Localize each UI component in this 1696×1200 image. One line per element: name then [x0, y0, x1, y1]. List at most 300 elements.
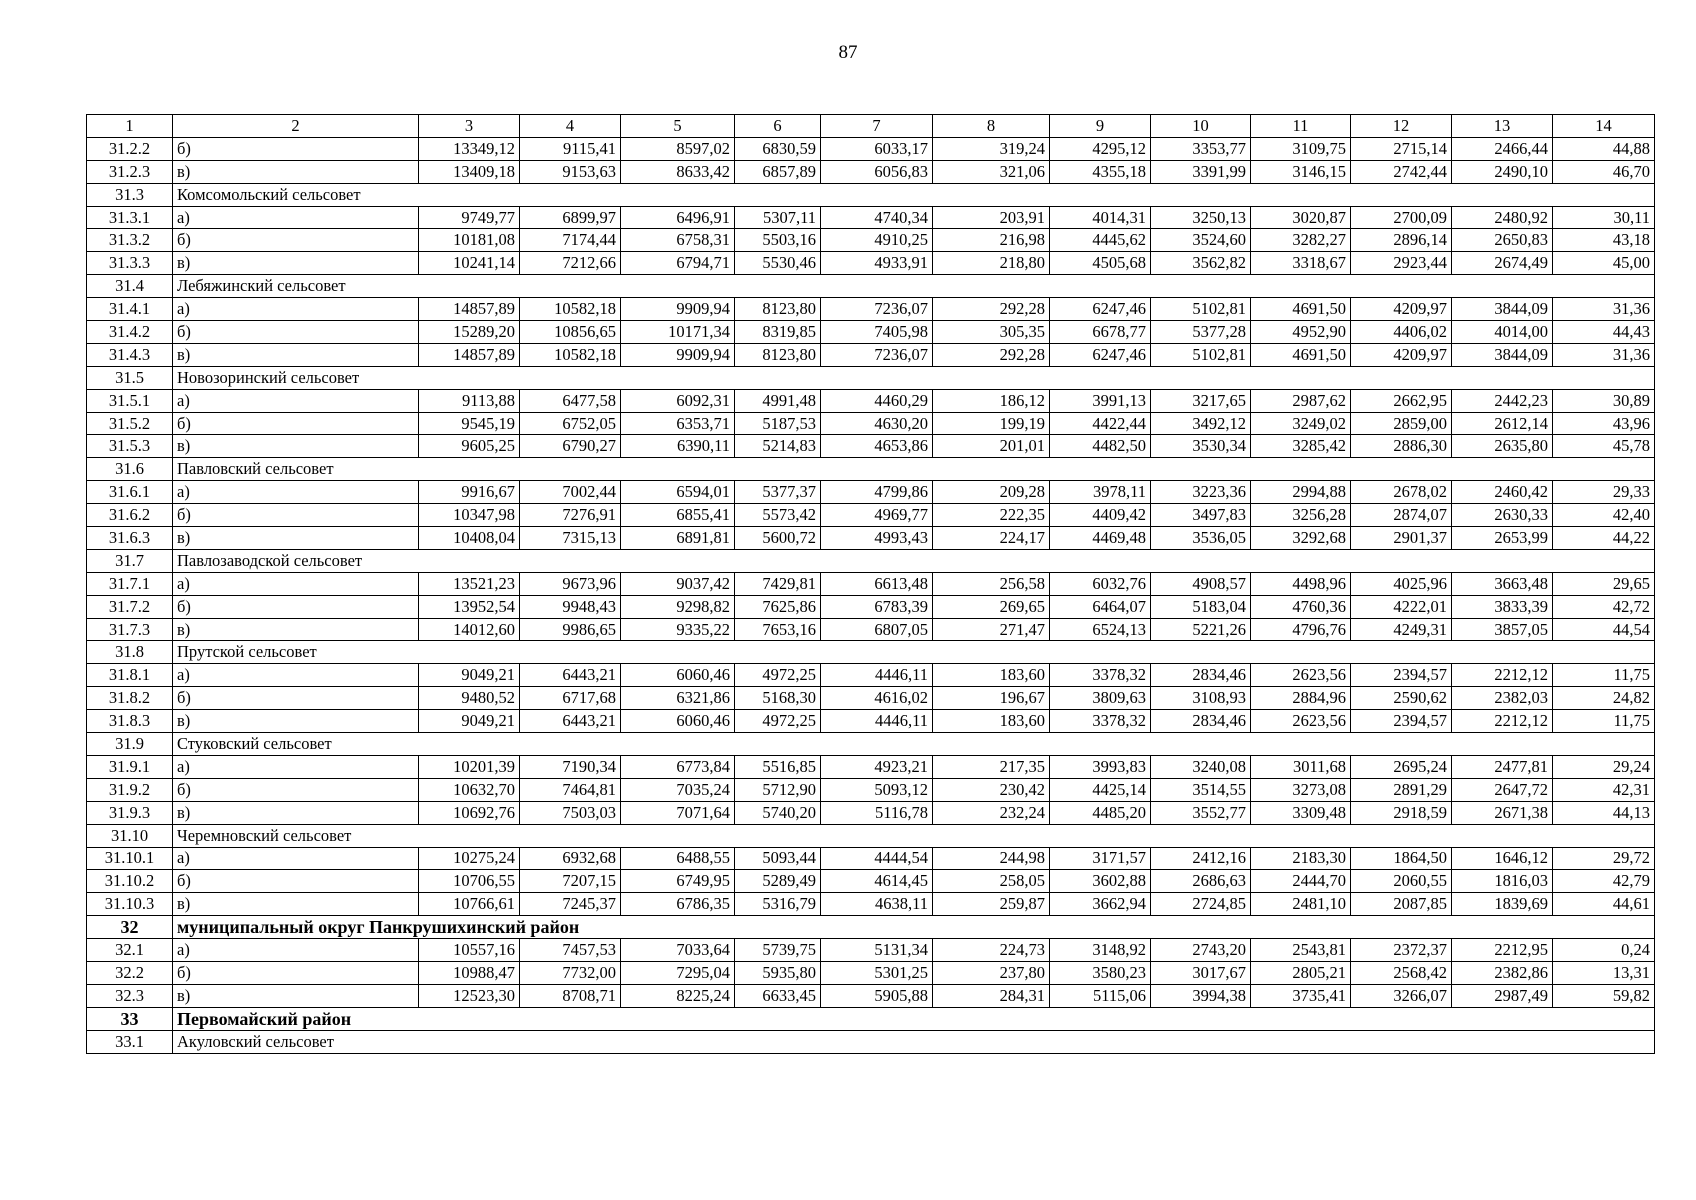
table-cell: 2742,44: [1351, 160, 1452, 183]
table-cell: 4760,36: [1251, 595, 1351, 618]
table-cell: 42,31: [1553, 778, 1655, 801]
table-cell: 9916,67: [419, 481, 520, 504]
table-cell: 2183,30: [1251, 847, 1351, 870]
table-cell: 6807,05: [821, 618, 933, 641]
table-cell: 3844,09: [1452, 298, 1553, 321]
table-cell: 2382,03: [1452, 687, 1553, 710]
row-label: б): [173, 870, 419, 893]
table-cell: 29,72: [1553, 847, 1655, 870]
table-cell: 5573,42: [735, 504, 821, 527]
table-cell: 3844,09: [1452, 343, 1553, 366]
row-id: 32: [87, 916, 173, 939]
column-header: 5: [621, 115, 735, 138]
table-cell: 3994,38: [1151, 984, 1251, 1007]
table-cell: 203,91: [933, 206, 1050, 229]
table-cell: 6464,07: [1050, 595, 1151, 618]
table-cell: 3148,92: [1050, 939, 1151, 962]
table-cell: 3993,83: [1050, 755, 1151, 778]
table-cell: 44,43: [1553, 321, 1655, 344]
table-row: [87, 939, 1655, 962]
table-cell: 9986,65: [520, 618, 621, 641]
district-row: [87, 916, 1655, 939]
table-cell: 44,13: [1553, 801, 1655, 824]
column-header: 14: [1553, 115, 1655, 138]
column-header: 8: [933, 115, 1050, 138]
table-row: [87, 229, 1655, 252]
table-cell: 2884,96: [1251, 687, 1351, 710]
table-cell: 43,96: [1553, 412, 1655, 435]
row-label: в): [173, 710, 419, 733]
table-cell: 9335,22: [621, 618, 735, 641]
table-cell: 199,19: [933, 412, 1050, 435]
row-id: 31.2.2: [87, 137, 173, 160]
table-cell: 43,18: [1553, 229, 1655, 252]
table-cell: 7457,53: [520, 939, 621, 962]
table-cell: 1839,69: [1452, 893, 1553, 916]
table-cell: 3378,32: [1050, 664, 1151, 687]
table-cell: 6899,97: [520, 206, 621, 229]
table-cell: 2923,44: [1351, 252, 1452, 275]
table-cell: 2543,81: [1251, 939, 1351, 962]
table-cell: 5600,72: [735, 527, 821, 550]
table-cell: 5316,79: [735, 893, 821, 916]
row-label: в): [173, 893, 419, 916]
table-cell: 10408,04: [419, 527, 520, 550]
table-cell: 6855,41: [621, 504, 735, 527]
row-label: а): [173, 664, 419, 687]
table-row: [87, 435, 1655, 458]
row-id: 31.9.3: [87, 801, 173, 824]
table-cell: 2630,33: [1452, 504, 1553, 527]
table-cell: 2212,12: [1452, 664, 1553, 687]
table-cell: 8597,02: [621, 137, 735, 160]
table-cell: 11,75: [1553, 710, 1655, 733]
table-cell: 3250,13: [1151, 206, 1251, 229]
row-label: в): [173, 343, 419, 366]
table-cell: 9049,21: [419, 710, 520, 733]
table-cell: 10706,55: [419, 870, 520, 893]
table-cell: 2662,95: [1351, 389, 1452, 412]
table-cell: 5115,06: [1050, 984, 1151, 1007]
table-cell: 5905,88: [821, 984, 933, 1007]
table-cell: 4972,25: [735, 710, 821, 733]
table-cell: 4952,90: [1251, 321, 1351, 344]
section-row: [87, 1030, 1655, 1053]
row-id: 31.8.1: [87, 664, 173, 687]
table-cell: 7236,07: [821, 298, 933, 321]
table-cell: 4422,44: [1050, 412, 1151, 435]
table-cell: 305,35: [933, 321, 1050, 344]
table-cell: 44,88: [1553, 137, 1655, 160]
table-cell: 5093,44: [735, 847, 821, 870]
table-cell: 4444,54: [821, 847, 933, 870]
row-id: 31.8.3: [87, 710, 173, 733]
table-row: [87, 481, 1655, 504]
section-row: [87, 366, 1655, 389]
row-id: 31.4.3: [87, 343, 173, 366]
table-cell: 6678,77: [1050, 321, 1151, 344]
row-id: 31.10.3: [87, 893, 173, 916]
table-cell: 42,79: [1553, 870, 1655, 893]
table-cell: 10582,18: [520, 298, 621, 321]
table-cell: 59,82: [1553, 984, 1655, 1007]
table-cell: 4446,11: [821, 710, 933, 733]
table-cell: 230,42: [933, 778, 1050, 801]
table-cell: 3285,42: [1251, 435, 1351, 458]
table-cell: 13,31: [1553, 961, 1655, 984]
table-cell: 4469,48: [1050, 527, 1151, 550]
table-cell: 10557,16: [419, 939, 520, 962]
row-label: б): [173, 778, 419, 801]
row-label: а): [173, 755, 419, 778]
table-row: [87, 710, 1655, 733]
table-cell: 3353,77: [1151, 137, 1251, 160]
table-cell: 201,01: [933, 435, 1050, 458]
row-label: в): [173, 160, 419, 183]
table-cell: 6749,95: [621, 870, 735, 893]
section-row: [87, 458, 1655, 481]
row-label: б): [173, 137, 419, 160]
table-cell: 1816,03: [1452, 870, 1553, 893]
table-cell: 7276,91: [520, 504, 621, 527]
table-cell: 4425,14: [1050, 778, 1151, 801]
table-cell: 8225,24: [621, 984, 735, 1007]
row-label: в): [173, 252, 419, 275]
table-cell: 6092,31: [621, 389, 735, 412]
table-cell: 7732,00: [520, 961, 621, 984]
column-header: 10: [1151, 115, 1251, 138]
table-cell: 46,70: [1553, 160, 1655, 183]
table-cell: 0,24: [1553, 939, 1655, 962]
table-cell: 8319,85: [735, 321, 821, 344]
table-cell: 3809,63: [1050, 687, 1151, 710]
table-cell: 5935,80: [735, 961, 821, 984]
table-cell: 2623,56: [1251, 710, 1351, 733]
column-header: 4: [520, 115, 621, 138]
table-cell: 4445,62: [1050, 229, 1151, 252]
table-cell: 2568,42: [1351, 961, 1452, 984]
table-cell: 5102,81: [1151, 298, 1251, 321]
row-label: а): [173, 572, 419, 595]
row-id: 31.3.3: [87, 252, 173, 275]
table-cell: 7207,15: [520, 870, 621, 893]
table-cell: 2743,20: [1151, 939, 1251, 962]
row-label: б): [173, 504, 419, 527]
table-cell: 3108,93: [1151, 687, 1251, 710]
table-cell: 3662,94: [1050, 893, 1151, 916]
table-cell: 3514,55: [1151, 778, 1251, 801]
table-cell: 7503,03: [520, 801, 621, 824]
row-id: 31.4: [87, 275, 173, 298]
row-id: 31.8: [87, 641, 173, 664]
table-cell: 6773,84: [621, 755, 735, 778]
table-cell: 10347,98: [419, 504, 520, 527]
table-cell: 3273,08: [1251, 778, 1351, 801]
row-id: 31.7: [87, 549, 173, 572]
table-row: [87, 893, 1655, 916]
table-cell: 3378,32: [1050, 710, 1151, 733]
row-label: в): [173, 618, 419, 641]
row-id: 31.7.2: [87, 595, 173, 618]
table-cell: 3223,36: [1151, 481, 1251, 504]
table-row: [87, 870, 1655, 893]
section-title: Черемновский сельсовет: [173, 824, 1655, 847]
table-cell: 6830,59: [735, 137, 821, 160]
table-cell: 321,06: [933, 160, 1050, 183]
table-cell: 9113,88: [419, 389, 520, 412]
table-row: [87, 847, 1655, 870]
table-cell: 2678,02: [1351, 481, 1452, 504]
table-cell: 256,58: [933, 572, 1050, 595]
column-header: 9: [1050, 115, 1151, 138]
table-cell: 2612,14: [1452, 412, 1553, 435]
row-id: 31.6.1: [87, 481, 173, 504]
table-cell: 2859,00: [1351, 412, 1452, 435]
table-cell: 6613,48: [821, 572, 933, 595]
row-id: 31.5.3: [87, 435, 173, 458]
table-cell: 2834,46: [1151, 710, 1251, 733]
table-cell: 10582,18: [520, 343, 621, 366]
table-cell: 6477,58: [520, 389, 621, 412]
table-cell: 2466,44: [1452, 137, 1553, 160]
page-number: 87: [838, 42, 858, 63]
table-cell: 3309,48: [1251, 801, 1351, 824]
table-cell: 218,80: [933, 252, 1050, 275]
table-cell: 2212,12: [1452, 710, 1553, 733]
table-row: [87, 389, 1655, 412]
table-cell: 5221,26: [1151, 618, 1251, 641]
table-cell: 2590,62: [1351, 687, 1452, 710]
table-cell: 2087,85: [1351, 893, 1452, 916]
table-cell: 4406,02: [1351, 321, 1452, 344]
table-cell: 6524,13: [1050, 618, 1151, 641]
table-cell: 3735,41: [1251, 984, 1351, 1007]
table-cell: 10692,76: [419, 801, 520, 824]
table-cell: 2896,14: [1351, 229, 1452, 252]
row-id: 32.1: [87, 939, 173, 962]
table-cell: 6247,46: [1050, 298, 1151, 321]
table-row: [87, 618, 1655, 641]
table-cell: 5740,20: [735, 801, 821, 824]
table-cell: 292,28: [933, 298, 1050, 321]
table-cell: 3292,68: [1251, 527, 1351, 550]
row-id: 31.7.1: [87, 572, 173, 595]
table-cell: 4630,20: [821, 412, 933, 435]
table-cell: 6790,27: [520, 435, 621, 458]
table-row: [87, 801, 1655, 824]
table-cell: 6443,21: [520, 710, 621, 733]
row-id: 31.9.1: [87, 755, 173, 778]
row-id: 31.3.1: [87, 206, 173, 229]
table-cell: 9605,25: [419, 435, 520, 458]
table-cell: 14012,60: [419, 618, 520, 641]
table-cell: 6752,05: [520, 412, 621, 435]
column-header: 13: [1452, 115, 1553, 138]
table-cell: 31,36: [1553, 343, 1655, 366]
table-cell: 9909,94: [621, 343, 735, 366]
table-cell: 9049,21: [419, 664, 520, 687]
table-cell: 2460,42: [1452, 481, 1553, 504]
column-header: 1: [87, 115, 173, 138]
table-cell: 13349,12: [419, 137, 520, 160]
row-id: 31.10.2: [87, 870, 173, 893]
table-cell: 3552,77: [1151, 801, 1251, 824]
table-cell: 2918,59: [1351, 801, 1452, 824]
table-cell: 183,60: [933, 710, 1050, 733]
table-cell: 6353,71: [621, 412, 735, 435]
column-header: 11: [1251, 115, 1351, 138]
table-cell: 2647,72: [1452, 778, 1553, 801]
table-cell: 6758,31: [621, 229, 735, 252]
row-id: 31.5: [87, 366, 173, 389]
table-cell: 2481,10: [1251, 893, 1351, 916]
district-title: Первомайский район: [173, 1007, 1655, 1030]
table-cell: 6321,86: [621, 687, 735, 710]
data-table: [86, 114, 1655, 1054]
table-cell: 9115,41: [520, 137, 621, 160]
table-cell: 7035,24: [621, 778, 735, 801]
row-id: 31.5.2: [87, 412, 173, 435]
table-cell: 237,80: [933, 961, 1050, 984]
column-header: 6: [735, 115, 821, 138]
table-cell: 45,78: [1553, 435, 1655, 458]
table-cell: 2444,70: [1251, 870, 1351, 893]
row-label: в): [173, 984, 419, 1007]
table-cell: 2715,14: [1351, 137, 1452, 160]
column-header: 3: [419, 115, 520, 138]
table-cell: 10988,47: [419, 961, 520, 984]
table-cell: 7625,86: [735, 595, 821, 618]
table-cell: 292,28: [933, 343, 1050, 366]
section-title: Павлозаводской сельсовет: [173, 549, 1655, 572]
table-cell: 2412,16: [1151, 847, 1251, 870]
district-row: [87, 1007, 1655, 1030]
table-cell: 7174,44: [520, 229, 621, 252]
table-body: [87, 115, 1655, 1054]
table-cell: 2650,83: [1452, 229, 1553, 252]
table-cell: 30,11: [1553, 206, 1655, 229]
table-cell: 2834,46: [1151, 664, 1251, 687]
table-row: [87, 984, 1655, 1007]
table-cell: 4014,31: [1050, 206, 1151, 229]
table-cell: 2874,07: [1351, 504, 1452, 527]
table-cell: 6783,39: [821, 595, 933, 618]
table-cell: 244,98: [933, 847, 1050, 870]
table-cell: 13521,23: [419, 572, 520, 595]
table-cell: 6247,46: [1050, 343, 1151, 366]
table-cell: 2382,86: [1452, 961, 1553, 984]
table-cell: 44,61: [1553, 893, 1655, 916]
table-cell: 12523,30: [419, 984, 520, 1007]
table-cell: 183,60: [933, 664, 1050, 687]
row-id: 33.1: [87, 1030, 173, 1053]
table-cell: 5516,85: [735, 755, 821, 778]
row-label: б): [173, 321, 419, 344]
table-cell: 4482,50: [1050, 435, 1151, 458]
table-cell: 2623,56: [1251, 664, 1351, 687]
table-cell: 5116,78: [821, 801, 933, 824]
table-cell: 319,24: [933, 137, 1050, 160]
header-row: [87, 115, 1655, 138]
row-id: 31.3: [87, 183, 173, 206]
table-cell: 3266,07: [1351, 984, 1452, 1007]
table-cell: 196,67: [933, 687, 1050, 710]
table-cell: 3282,27: [1251, 229, 1351, 252]
table-cell: 6488,55: [621, 847, 735, 870]
table-cell: 4910,25: [821, 229, 933, 252]
table-cell: 7315,13: [520, 527, 621, 550]
table-cell: 2886,30: [1351, 435, 1452, 458]
table-row: [87, 664, 1655, 687]
table-cell: 10171,34: [621, 321, 735, 344]
table-cell: 29,24: [1553, 755, 1655, 778]
section-row: [87, 275, 1655, 298]
table-cell: 13952,54: [419, 595, 520, 618]
table-cell: 9480,52: [419, 687, 520, 710]
table-cell: 4505,68: [1050, 252, 1151, 275]
table-cell: 2671,38: [1452, 801, 1553, 824]
row-id: 31.9: [87, 733, 173, 756]
table-cell: 8708,71: [520, 984, 621, 1007]
table-cell: 6717,68: [520, 687, 621, 710]
table-cell: 5530,46: [735, 252, 821, 275]
table-cell: 7212,66: [520, 252, 621, 275]
table-cell: 29,33: [1553, 481, 1655, 504]
table-cell: 3524,60: [1151, 229, 1251, 252]
section-title: Павловский сельсовет: [173, 458, 1655, 481]
table-cell: 9673,96: [520, 572, 621, 595]
table-cell: 209,28: [933, 481, 1050, 504]
row-id: 32.3: [87, 984, 173, 1007]
table-cell: 6056,83: [821, 160, 933, 183]
section-title: Новозоринский сельсовет: [173, 366, 1655, 389]
table-cell: 10181,08: [419, 229, 520, 252]
table-row: [87, 137, 1655, 160]
table-cell: 8123,80: [735, 298, 821, 321]
table-cell: 4025,96: [1351, 572, 1452, 595]
column-header: 12: [1351, 115, 1452, 138]
table-cell: 4969,77: [821, 504, 933, 527]
row-label: а): [173, 939, 419, 962]
table-cell: 271,47: [933, 618, 1050, 641]
table-cell: 4616,02: [821, 687, 933, 710]
table-cell: 5131,34: [821, 939, 933, 962]
table-row: [87, 687, 1655, 710]
table-cell: 2891,29: [1351, 778, 1452, 801]
table-cell: 9037,42: [621, 572, 735, 595]
table-row: [87, 321, 1655, 344]
table-row: [87, 527, 1655, 550]
table-cell: 7429,81: [735, 572, 821, 595]
table-cell: 2653,99: [1452, 527, 1553, 550]
table-cell: 4460,29: [821, 389, 933, 412]
table-cell: 10856,65: [520, 321, 621, 344]
table-cell: 2674,49: [1452, 252, 1553, 275]
table-cell: 2987,49: [1452, 984, 1553, 1007]
table-cell: 4409,42: [1050, 504, 1151, 527]
table-cell: 3146,15: [1251, 160, 1351, 183]
table-cell: 2700,09: [1351, 206, 1452, 229]
row-id: 31.4.1: [87, 298, 173, 321]
table-cell: 4908,57: [1151, 572, 1251, 595]
table-cell: 224,17: [933, 527, 1050, 550]
table-cell: 13409,18: [419, 160, 520, 183]
table-cell: 2490,10: [1452, 160, 1553, 183]
row-label: а): [173, 847, 419, 870]
table-cell: 3562,82: [1151, 252, 1251, 275]
table-row: [87, 778, 1655, 801]
row-label: а): [173, 298, 419, 321]
